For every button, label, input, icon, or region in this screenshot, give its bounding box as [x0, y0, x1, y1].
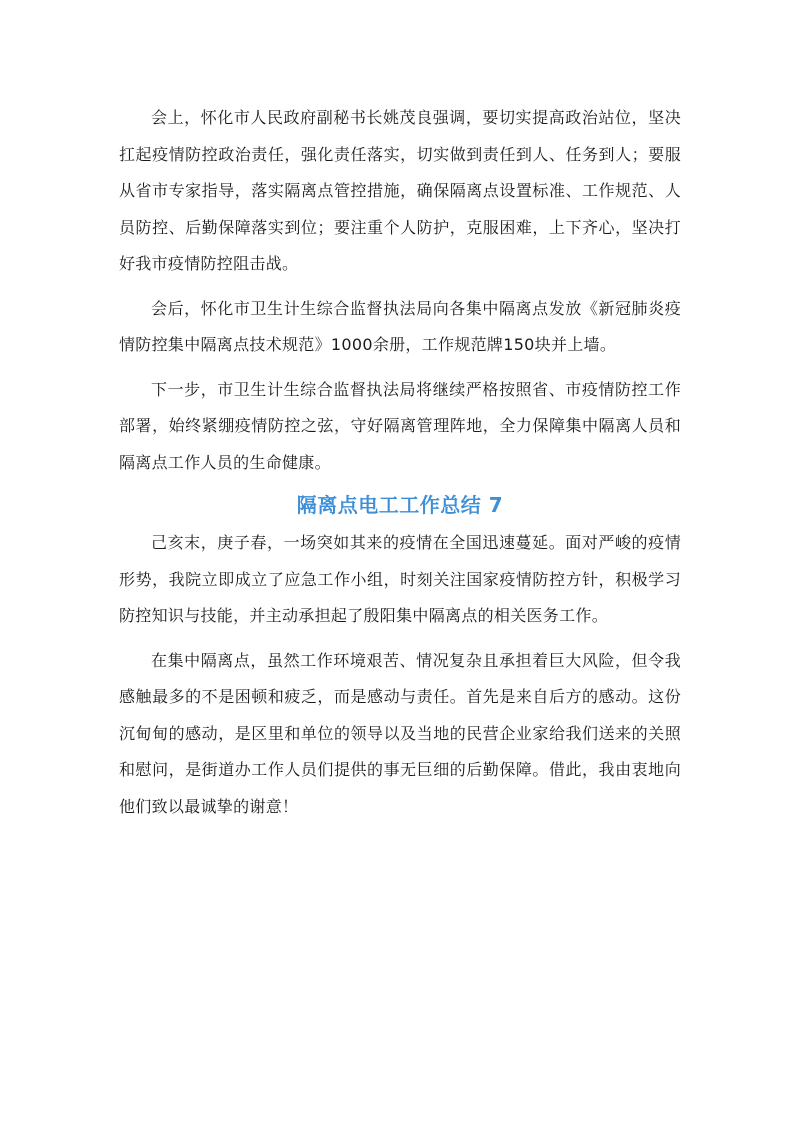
paragraph-epidemic-intro: 己亥末，庚子春，一场突如其来的疫情在全国迅速蔓延。面对严峻的疫情形势，我院立即成立了应急工作小组，时刻关注国家疫情防控方针，积极学习防控知识与技能，并主动承担起了殷阳集中隔离点的相关医务工作。 — [119, 533, 681, 625]
paragraph-after-meeting: 会后，怀化市卫生计生综合监督执法局向各集中隔离点发放《新冠肺炎疫情防控集中隔离点技术规范》1000余册，工作规范牌150块并上墙。 — [119, 298, 681, 354]
paragraph-isolation-experience: 在集中隔离点，虽然工作环境艰苦、情况复杂且承担着巨大风险，但令我感触最多的不是困顿和疲乏，而是感动与责任。首先是来自后方的感动。这份沉甸甸的感动，是区里和单位的领导以及当地的民营企业家给我们送来的关照和慰问，是街道办工作人员们提供的事无巨细的后勤保障。借此，我由衷地向他们致以最诚挚的谢意！ — [119, 650, 681, 816]
section-title: 隔离点电工工作总结 7 — [296, 493, 504, 517]
paragraph-next-step: 下一步，市卫生计生综合监督执法局将继续严格按照省、市疫情防控工作部署，始终紧绷疫情防控之弦，守好隔离管理阵地，全力保障集中隔离人员和隔离点工作人员的生命健康。 — [119, 379, 681, 472]
paragraph-meeting-speech: 会上，怀化市人民政府副秘书长姚茂良强调，要切实提高政治站位，坚决扛起疫情防控政治责任，强化责任落实，切实做到责任到人、任务到人；要服从省市专家指导，落实隔离点管控措施，确保隔离点设置标准、工作规范、人员防控、后勤保障落实到位；要注重个人防护，克服困难，上下齐心，坚决打好我市疫情防控阻击战。 — [119, 108, 681, 273]
document-page — [119, 100, 681, 833]
